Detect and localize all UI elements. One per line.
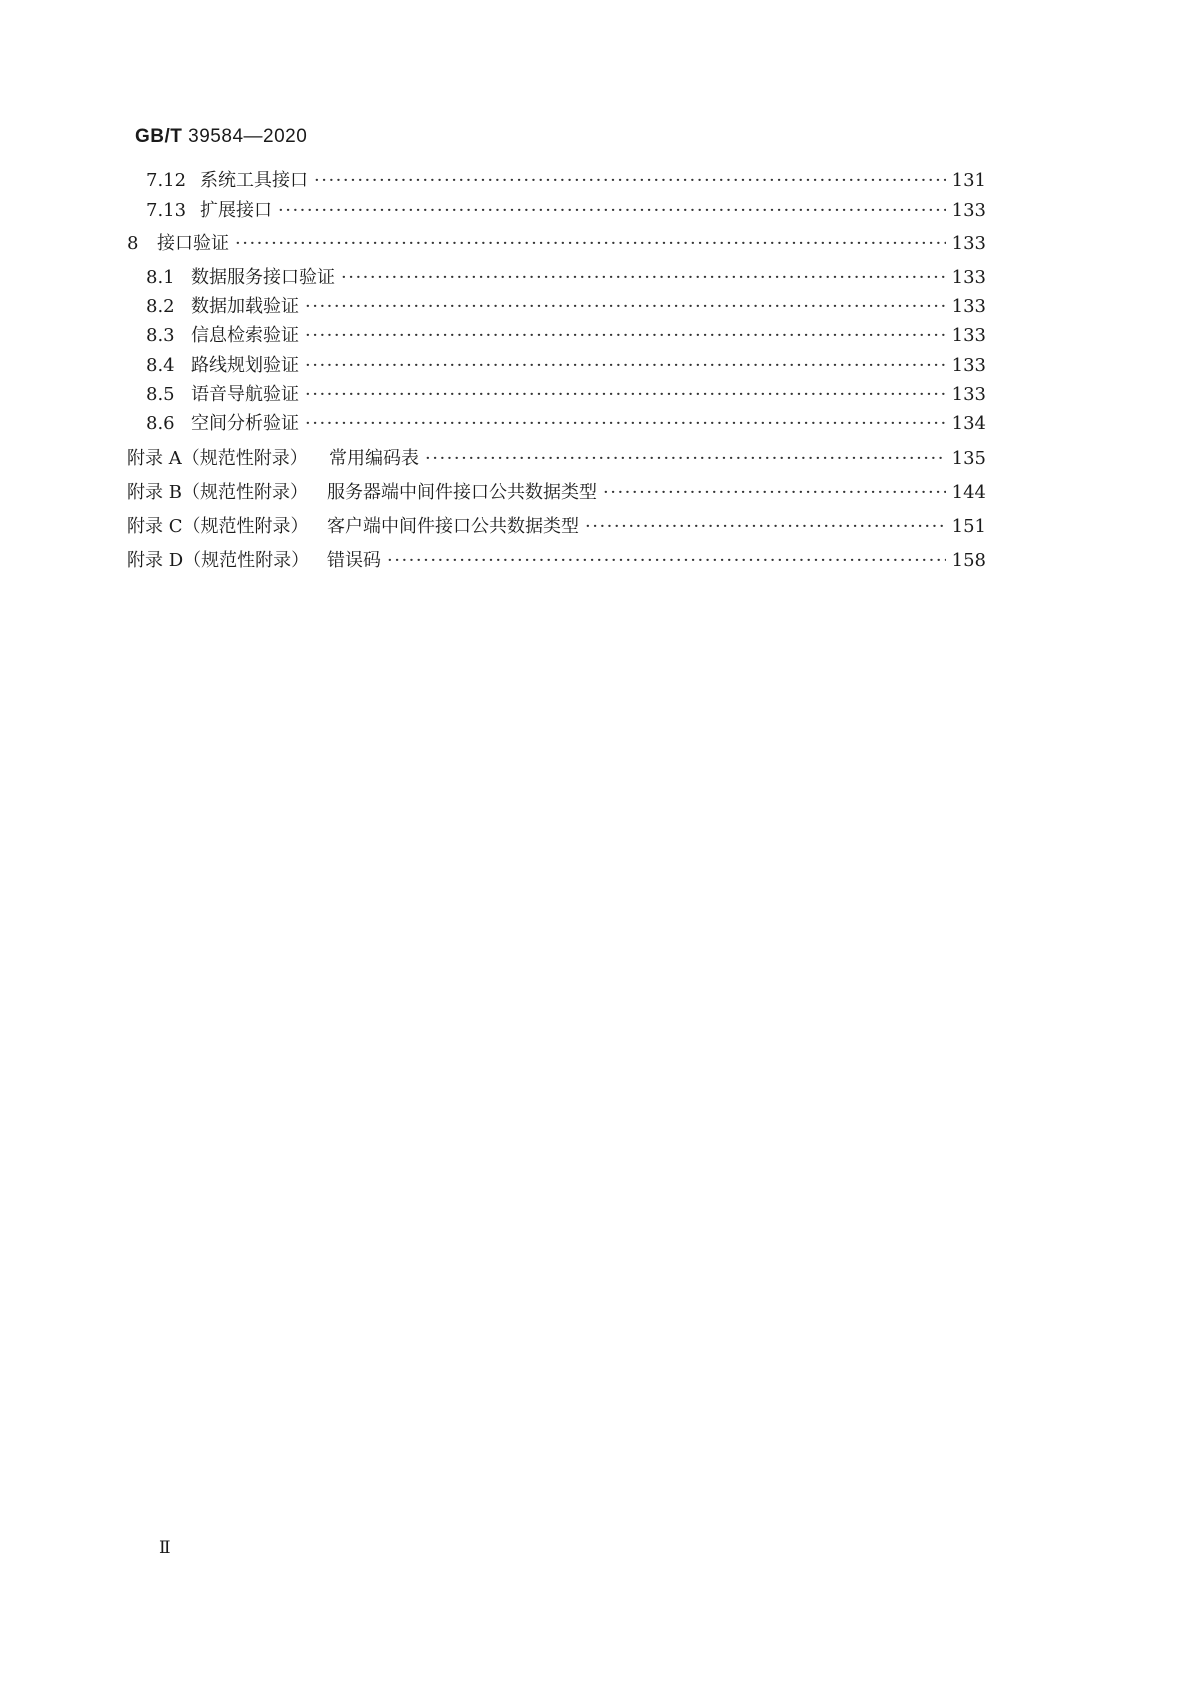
toc-entry-number: 7.13 — [146, 200, 187, 221]
toc-entry-annex[interactable] — [127, 448, 986, 470]
toc-entry[interactable] — [127, 233, 986, 255]
standard-prefix: GB/T — [135, 126, 183, 147]
toc-dot-leader — [235, 233, 946, 255]
toc-entry[interactable] — [146, 384, 986, 406]
toc-entry-title: 客户端中间件接口公共数据类型 — [327, 516, 579, 537]
toc-entry-page: 135 — [951, 448, 986, 469]
toc-entry-page: 144 — [951, 482, 986, 503]
toc-entry[interactable] — [146, 267, 986, 289]
toc-entry[interactable] — [146, 325, 986, 347]
toc-entry-number: 附录 D（规范性附录） — [127, 550, 310, 571]
toc-dot-leader — [305, 355, 946, 377]
toc-entry-number: 7.12 — [146, 170, 187, 191]
toc-entry-title: 数据加载验证 — [191, 296, 299, 317]
toc-entry-number: 8.1 — [146, 267, 175, 288]
toc-entry-page: 133 — [951, 325, 986, 346]
table-of-contents — [0, 0, 1191, 640]
toc-entry-title: 常用编码表 — [329, 448, 419, 469]
toc-entry-number: 附录 A（规范性附录） — [127, 448, 308, 469]
toc-entry-page: 134 — [951, 413, 986, 434]
toc-entry-title: 信息检索验证 — [191, 325, 299, 346]
toc-dot-leader — [305, 325, 946, 347]
toc-entry-title: 语音导航验证 — [191, 384, 299, 405]
toc-entry-page: 133 — [951, 267, 986, 288]
toc-entry-number: 8.3 — [146, 325, 175, 346]
toc-dot-leader — [314, 170, 946, 192]
toc-dot-leader — [585, 516, 946, 538]
toc-dot-leader — [603, 482, 946, 504]
toc-entry-page: 133 — [951, 384, 986, 405]
toc-entry-number: 8 — [127, 233, 139, 254]
toc-entry-title: 空间分析验证 — [191, 413, 299, 434]
toc-entry[interactable] — [146, 200, 986, 222]
toc-entry-number: 附录 B（规范性附录） — [127, 482, 308, 503]
toc-entry-title: 路线规划验证 — [191, 355, 299, 376]
toc-entry-page: 133 — [951, 355, 986, 376]
toc-dot-leader — [387, 550, 946, 572]
toc-entry-annex[interactable] — [127, 550, 986, 572]
toc-dot-leader — [425, 448, 946, 470]
toc-dot-leader — [305, 413, 946, 435]
toc-entry-annex[interactable] — [127, 482, 986, 504]
toc-entry-number: 8.2 — [146, 296, 175, 317]
toc-entry-title: 扩展接口 — [200, 200, 272, 221]
toc-dot-leader — [305, 384, 946, 406]
toc-entry-annex[interactable] — [127, 516, 986, 538]
toc-entry-page: 133 — [951, 233, 986, 254]
toc-entry-title: 数据服务接口验证 — [191, 267, 335, 288]
toc-entry-title: 系统工具接口 — [200, 170, 308, 191]
toc-entry[interactable] — [146, 355, 986, 377]
toc-entry-title: 接口验证 — [157, 233, 229, 254]
page-number-footer: Ⅱ — [159, 1538, 171, 1558]
toc-entry[interactable] — [146, 170, 986, 192]
toc-dot-leader — [305, 296, 946, 318]
toc-dot-leader — [278, 200, 946, 222]
toc-entry-number: 8.6 — [146, 413, 175, 434]
toc-entry-title: 错误码 — [327, 550, 381, 571]
toc-entry-number: 8.5 — [146, 384, 175, 405]
toc-entry-number: 附录 C（规范性附录） — [127, 516, 309, 537]
toc-entry-title: 服务器端中间件接口公共数据类型 — [327, 482, 597, 503]
toc-entry-page: 133 — [951, 296, 986, 317]
toc-dot-leader — [341, 267, 946, 289]
toc-entry[interactable] — [146, 413, 986, 435]
toc-entry-page: 133 — [951, 200, 986, 221]
toc-entry-page: 158 — [951, 550, 986, 571]
standard-number: 39584—2020 — [188, 126, 308, 147]
toc-entry[interactable] — [146, 296, 986, 318]
toc-entry-page: 151 — [951, 516, 986, 537]
toc-entry-number: 8.4 — [146, 355, 175, 376]
toc-entry-page: 131 — [951, 170, 986, 191]
